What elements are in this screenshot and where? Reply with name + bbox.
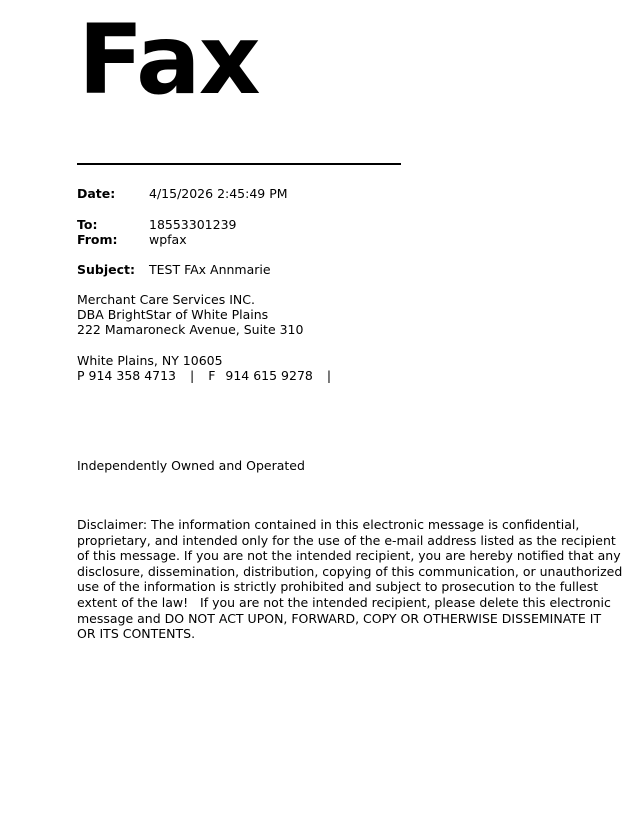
from-label: From: [77, 232, 118, 247]
title-divider [77, 163, 401, 165]
disclaimer-line: extent of the law! If you are not the intended recipient, please delete this electronic [77, 594, 611, 610]
disclaimer-line: Disclaimer: The information contained in this electronic message is confidential, [77, 517, 580, 532]
from-field [77, 232, 187, 247]
to-field [77, 217, 236, 232]
disclaimer [77, 517, 623, 642]
from-value: wpfax [149, 232, 187, 247]
company-dba: DBA BrightStar of White Plains [77, 307, 269, 322]
subject-label: Subject: [77, 262, 135, 277]
contact-separator: | [190, 368, 195, 383]
disclaimer-line: message and DO NOT ACT UPON, FORWARD, COPY OR OTHERWISE DISSEMINATE IT [77, 610, 602, 626]
city-state-zip: White Plains, NY 10605 [77, 353, 223, 368]
contact-line [77, 368, 341, 383]
phone-number: 914 358 4713 [88, 368, 177, 383]
disclaimer-line: proprietary, and intended only for the use of the e-mail address listed as the recipient [77, 532, 616, 548]
fax-title: Fax [78, 4, 259, 116]
company-name: Merchant Care Services INC. [77, 292, 255, 307]
to-label: To: [77, 217, 98, 232]
fax-number: 914 615 9278 [225, 368, 313, 383]
disclaimer-line: use of the information is strictly prohibited and subject to prosecution to the fullest [77, 579, 599, 595]
trailing-separator: | [326, 368, 332, 383]
date-label: Date: [77, 186, 116, 201]
disclaimer-line: of this message. If you are not the intended recipient, you are hereby notified that any [77, 548, 621, 564]
to-value: 18553301239 [149, 217, 237, 232]
tagline: Independently Owned and Operated [77, 458, 305, 473]
subject-field [77, 262, 271, 277]
disclaimer-line: disclosure, dissemination, distribution, copying of this communication, or unauthorized [77, 563, 623, 579]
subject-value: TEST FAx Annmarie [149, 262, 271, 277]
fax-prefix: F [208, 368, 216, 383]
street-address: 222 Mamaroneck Avenue, Suite 310 [77, 322, 304, 337]
date-field [77, 186, 288, 201]
disclaimer-line: OR ITS CONTENTS. [77, 626, 196, 642]
date-value: 4/15/2026 2:45:49 PM [149, 186, 288, 201]
phone-prefix: P [77, 368, 85, 383]
